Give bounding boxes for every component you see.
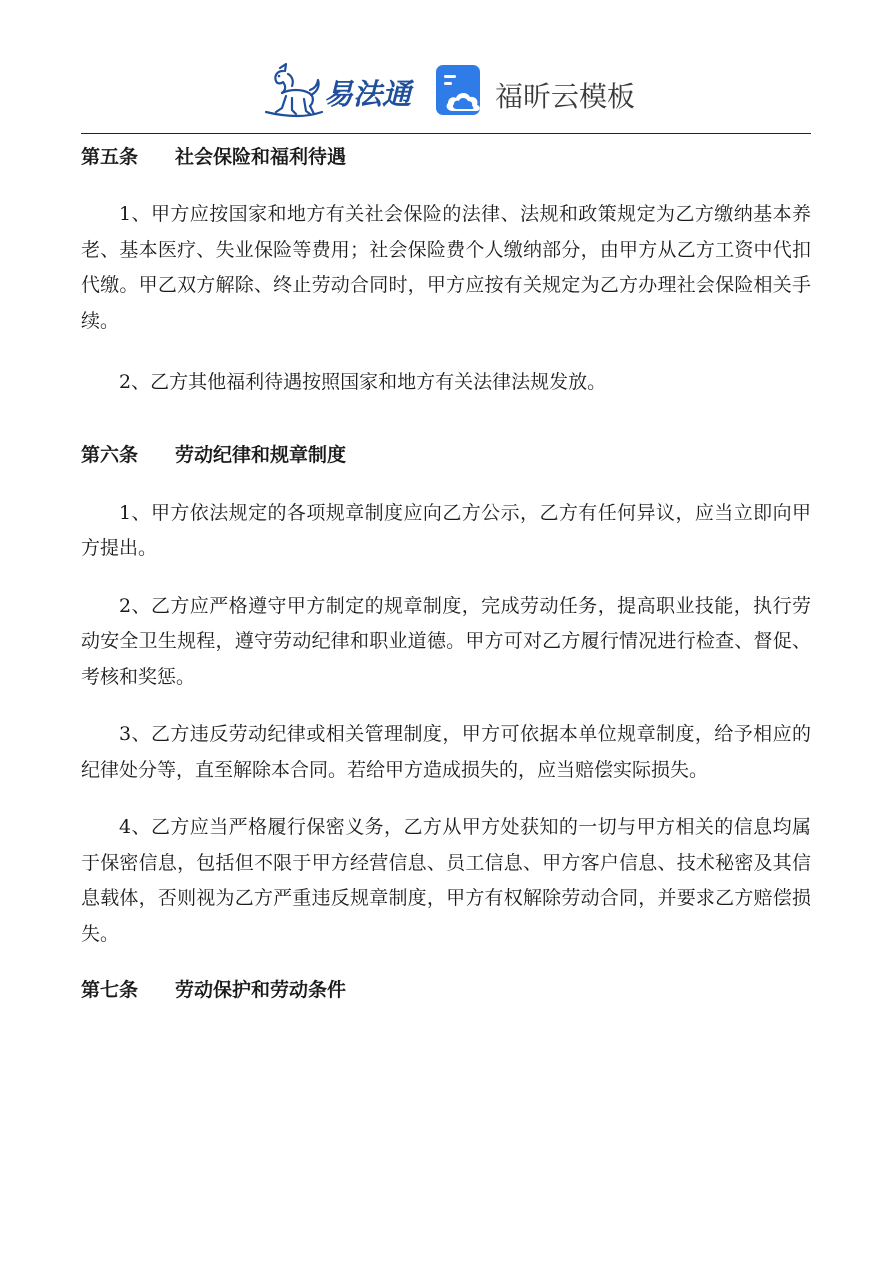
paragraph: 4、乙方应当严格履行保密义务，乙方从甲方处获知的一切与甲方相关的信息均属于保密信息，包括但不限于甲方经营信息、员工信息、甲方客户信息、技术秘密及其信息载体，否则视为乙方严重违反规章制度，甲方有权解除劳动合同，并要求乙方赔偿损失。 <box>81 816 811 945</box>
paragraph: 2、乙方应严格遵守甲方制定的规章制度，完成劳动任务，提高职业技能，执行劳动安全卫生规程，遵守劳动纪律和职业道德。甲方可对乙方履行情况进行检查、督促、考核和奖惩。 <box>81 594 811 688</box>
paragraph: 3、乙方违反劳动纪律或相关管理制度，甲方可依据本单位规章制度，给予相应的纪律处分等，直至解除本合同。若给甲方造成损失的，应当赔偿实际损失。 <box>81 723 811 781</box>
foxit-cloud-template-logo <box>436 65 636 117</box>
paragraph: 2、乙方其他福利待遇按照国家和地方有关法律法规发放。 <box>119 371 607 393</box>
document-body <box>81 140 811 1008</box>
section-title: 劳动保护和劳动条件 <box>175 979 347 1001</box>
section-title: 社会保险和福利待遇 <box>175 146 347 168</box>
section-heading <box>81 973 811 1008</box>
section-heading <box>81 438 811 473</box>
paragraph: 1、甲方应按国家和地方有关社会保险的法律、法规和政策规定为乙方缴纳基本养老、基本医疗、失业保险等费用；社会保险费个人缴纳部分，由甲方从乙方工资中代扣代缴。甲乙双方解除、终止劳动合同时，甲方应按有关规定为乙方办理社会保险相关手续。 <box>81 203 811 332</box>
paragraph: 1、甲方依法规定的各项规章制度应向乙方公示，乙方有任何异议，应当立即向甲方提出。 <box>81 501 811 559</box>
section-number: 第六条 <box>81 443 139 466</box>
logo-wordmark: 易法通 <box>324 77 412 111</box>
logo-wordmark: 福昕云模板 <box>495 80 636 113</box>
document-cloud-icon <box>436 65 486 115</box>
page-header <box>0 60 893 120</box>
yifatong-logo <box>262 62 412 118</box>
section-number: 第七条 <box>81 979 139 1001</box>
section-heading <box>81 140 811 175</box>
section-number: 第五条 <box>81 146 139 168</box>
section-title: 劳动纪律和规章制度 <box>175 443 347 466</box>
header-divider <box>81 133 811 134</box>
unicorn-icon <box>262 62 324 118</box>
